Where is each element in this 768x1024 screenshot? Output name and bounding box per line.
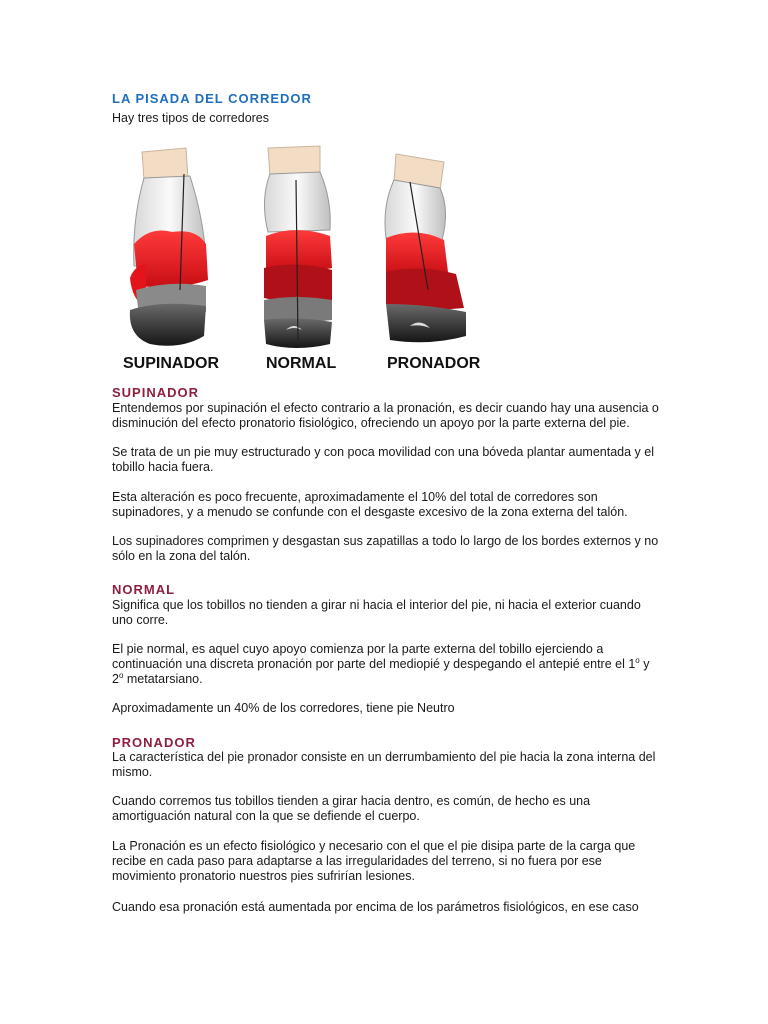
foot-pronador-icon bbox=[385, 154, 466, 342]
pronador-paragraph-4: Cuando esa pronación está aumentada por encima de los parámetros fisiológicos, en ese caso bbox=[112, 900, 639, 914]
pronador-paragraph-1: La característica del pie pronador consiste en un derrumbamiento del pie hacia la zona interna del mismo. bbox=[112, 750, 656, 779]
normal-paragraph-1: Significa que los tobillos no tienden a girar ni hacia el interior del pie, ni hacia el exterior cuando uno corre. bbox=[112, 598, 641, 627]
foot-supinador-icon bbox=[130, 148, 208, 346]
supinador-paragraph-4: Los supinadores comprimen y desgastan sus zapatillas a todo lo largo de los bordes externos y no sólo en la zona del talón. bbox=[112, 534, 659, 563]
supinador-paragraph-3: Esta alteración es poco frecuente, aproximadamente el 10% del total de corredores son supinadores, y a menudo se confunde con el desgaste excesivo de la zona externa del talón. bbox=[112, 490, 628, 519]
figure-label-pronador: PRONADOR bbox=[387, 355, 481, 372]
figure-label-normal: NORMAL bbox=[266, 355, 337, 372]
page-subtitle: Hay tres tipos de corredores bbox=[112, 111, 270, 125]
section-heading-normal: NORMAL bbox=[112, 582, 176, 597]
pronador-paragraph-2: Cuando corremos tus tobillos tienden a girar hacia dentro, es común, de hecho es una amortiguación natural con la que se defiende el cuerpo. bbox=[112, 794, 591, 823]
page-title: LA PISADA DEL CORREDOR bbox=[112, 91, 312, 106]
supinador-paragraph-1: Entendemos por supinación el efecto contrario a la pronación, es decir cuando hay una ausencia o disminución del efecto pronatorio fisiológico, ofreciendo un apoyo por la parte externa del pie. bbox=[112, 401, 659, 430]
figure-label-supinador: SUPINADOR bbox=[123, 355, 220, 372]
foot-normal-icon bbox=[264, 146, 332, 348]
section-heading-supinador: SUPINADOR bbox=[112, 385, 200, 400]
foot-types-figure bbox=[110, 140, 490, 380]
normal-paragraph-3: Aproximadamente un 40% de los corredores, tiene pie Neutro bbox=[112, 701, 455, 715]
supinador-paragraph-2: Se trata de un pie muy estructurado y con poca movilidad con una bóveda plantar aumentada y el tobillo hacia fuera. bbox=[112, 445, 655, 474]
normal-paragraph-2: El pie normal, es aquel cuyo apoyo comienza por la parte externa del tobillo ejerciendo a continuación una discreta pronación por parte del mediopié y despegando el antepié entre el 1$^o$ y 2$^o$ metatarsiano. bbox=[112, 642, 650, 686]
pronador-paragraph-3: La Pronación es un efecto fisiológico y necesario con el que el pie disipa parte de la carga que recibe en cada paso para adaptarse a las irregularidades del terreno, si no fuera por ese movimiento pronatorio nuestros pies sufrirían lesiones. bbox=[112, 839, 636, 883]
section-heading-pronador: PRONADOR bbox=[112, 735, 196, 750]
